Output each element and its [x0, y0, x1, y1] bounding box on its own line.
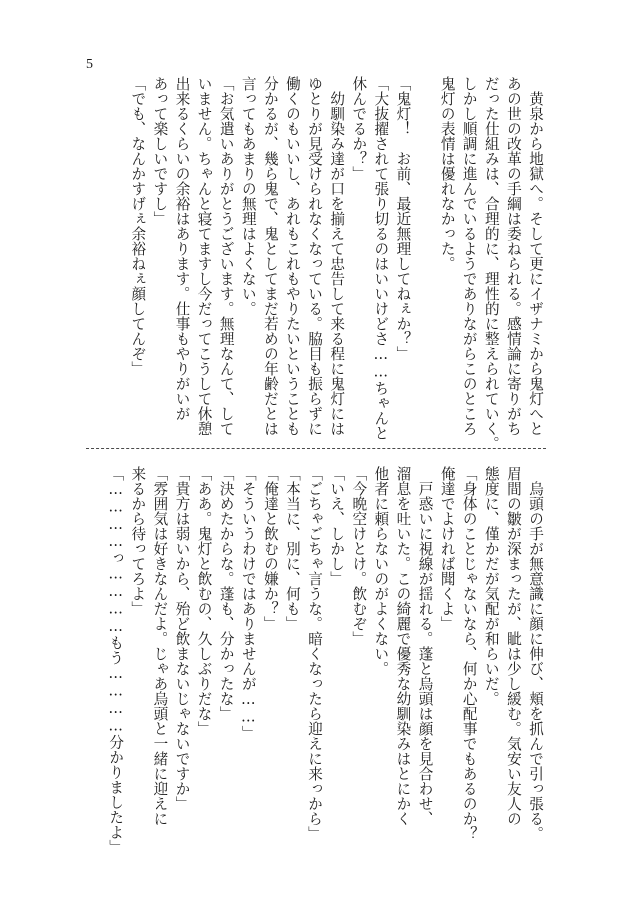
- text-line: ゆとりが見受けられなくなっている。脇目も振らずに: [306, 76, 324, 436]
- text-line: 黄泉から地獄へ。そして更にイザナミから鬼灯へと: [527, 76, 544, 436]
- text-line: 言ってもあまりの無理はよくない。: [239, 76, 257, 316]
- text-line: しかし順調に進んでいるようでありながらこのところ: [460, 76, 478, 436]
- lower-text-block: [86, 466, 546, 855]
- text-line: 分かるが、幾ら鬼で、鬼としてまだ若めの年齢だとは: [261, 76, 279, 436]
- text-line: 「身体のことじゃないなら、何か心配事でもあるのか？: [460, 466, 478, 841]
- text-line: 「今晩空けとけ。飲むぞ」: [350, 466, 368, 646]
- text-line: 「ごちゃごちゃ言うな。暗くなったら迎えに来っから」: [306, 466, 324, 841]
- page-number: 5: [86, 57, 93, 72]
- text-line: 「決めたからな。蓬も、分かったな」: [217, 466, 235, 721]
- upper-text-block: [86, 76, 546, 451]
- text-line: 戸惑いに視線が揺れる。蓬と烏頭は顔を見合わせ、: [416, 466, 434, 826]
- text-line: 鬼灯の表情は優れなかった。: [438, 76, 456, 271]
- text-line: 眉間の皺が深まったが、眦は少し緩む。気安い友人の: [504, 466, 522, 826]
- text-line: 幼馴染み達が口を揃えて忠告して来る程に鬼灯には: [328, 76, 346, 436]
- text-line: 「お気遣いありがとうございます。無理なんて、して: [217, 76, 235, 436]
- text-line: 「本当に、別に、何も」: [283, 466, 301, 631]
- text-line: 「いえ、しかし」: [328, 466, 346, 586]
- text-line: 「でも、なんかすげぇ余裕ねぇ顔してんぞ」: [129, 76, 147, 376]
- text-line: 他者に頼らないのがよくない。: [372, 466, 390, 676]
- text-line: 「ああ。鬼灯と飲むの、久しぶりだな」: [195, 466, 213, 736]
- text-line: 烏頭の手が無意識に顔に伸び、頬を抓んで引っ張る。: [527, 466, 544, 841]
- text-line: だった仕組みは、合理的に、理性的に整えられていく。: [482, 76, 500, 451]
- text-line: 「貴方は弱いから、殆ど飲まないじゃないですか」: [173, 466, 191, 811]
- text-line: 出来るくらいの余裕はあります。仕事もやりがいが: [173, 76, 191, 421]
- text-line: 俺達でよければ聞くよ」: [438, 466, 456, 631]
- text-line: 「鬼灯！ お前、最近無理してねぇか？」: [394, 76, 412, 361]
- text-line: 「大抜擢されて張り切るのはいいけどさ……ちゃんと: [372, 76, 390, 441]
- text-line: いません。ちゃんと寝てますし今だってこうして休憩: [195, 76, 213, 436]
- text-line: あって楽しいですし」: [151, 76, 169, 226]
- upper-vertical-text: [126, 76, 546, 451]
- text-line: 態度に、僅かだが気配が和らいだ。: [482, 466, 500, 706]
- text-line: 「そういうわけではありませんが……」: [239, 466, 257, 741]
- section-divider: [86, 448, 546, 449]
- text-line: 休んでるか？」: [350, 76, 368, 181]
- lower-vertical-text: [104, 466, 546, 855]
- text-line: 「俺達と飲むの嫌か？」: [261, 466, 279, 631]
- text-line: 来るから待ってろよ」: [129, 466, 147, 616]
- blank-line: [413, 76, 435, 438]
- text-line: あの世の改革の手綱は委ねられる。感情論に寄りがち: [504, 76, 522, 436]
- text-line: 溜息を吐いた。この綺麗で優秀な幼馴染みはとにかく: [394, 466, 412, 826]
- text-line: 働くのもいいし、あれもこれもやりたいということも: [283, 76, 301, 436]
- text-line: 「雰囲気は好きなんだよ。じゃあ烏頭と一緒に迎えに: [151, 466, 169, 826]
- text-line: 「…………っ…………もう…………分かりましたよ」: [107, 466, 125, 855]
